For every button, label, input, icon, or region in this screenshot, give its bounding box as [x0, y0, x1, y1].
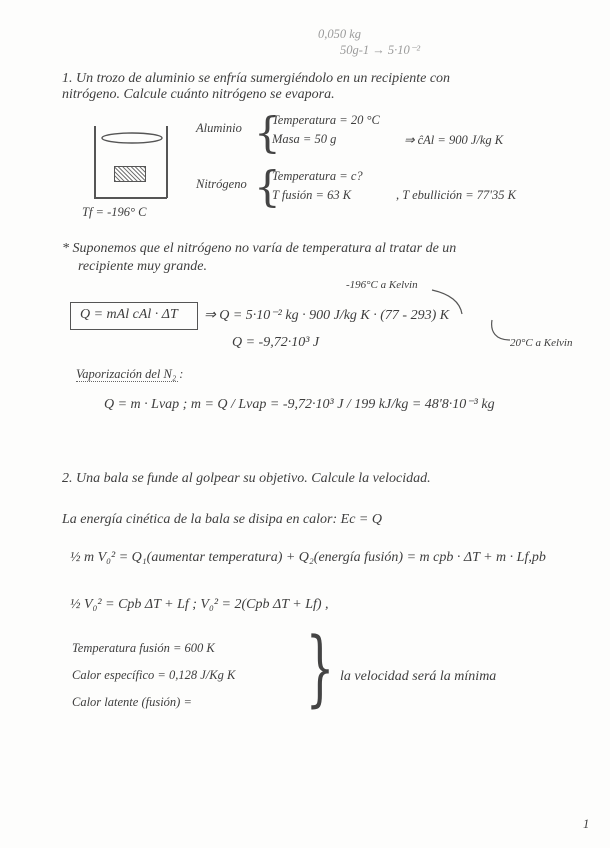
nitrogeno-temperature: Temperatura = c?: [272, 169, 363, 183]
final-temperature-label: Tf = -196° C: [82, 205, 147, 219]
nitrogeno-label: Nitrógeno: [196, 177, 247, 191]
nitrogeno-brace-icon: {: [254, 162, 281, 211]
header-scribble-mass: 0,050 kg: [318, 27, 362, 41]
problem1-statement-line2: nitrógeno. Calcule cuánto nitrógeno se evapora.: [62, 87, 335, 102]
heat-calc-line1: ⇒ Q = 5·10⁻² kg · 900 J/kg K · (77 - 293) K: [204, 308, 450, 323]
energy-equation-1: ½ m V₀² = Q₁(aumentar temperatura) + Q₂(energía fusión) = m cpb · ΔT + m · Lf,pb: [70, 550, 546, 565]
problem1-statement-line1: 1. Un trozo de aluminio se enfría sumergiéndolo en un recipiente con: [62, 71, 451, 86]
heat-calc-result: Q = -9,72·10³ J: [232, 335, 320, 350]
aluminium-block-icon: [114, 166, 146, 182]
energy-equation-2: ½ V₀² = Cpb ΔT + Lf ; V₀² = 2(Cpb ΔT + Lf) ,: [70, 597, 329, 612]
nitrogeno-fusion-temp: T fusión = 63 K: [272, 188, 352, 202]
nitrogeno-boiling-temp: , T ebullición = 77'35 K: [396, 188, 516, 202]
boxed-heat-formula: Q = mAl cAl · ΔT: [80, 307, 178, 322]
kinetic-energy-line: La energía cinética de la bala se disipa en calor: Ec = Q: [62, 512, 382, 527]
aluminio-brace-icon: {: [254, 108, 281, 157]
closing-brace-icon: {: [305, 621, 335, 716]
problem2-statement: 2. Una bala se funde al golpear su objetivo. Calcule la velocidad.: [62, 471, 431, 486]
liquid-surface-icon: [92, 128, 172, 148]
aluminio-label: Aluminio: [196, 121, 242, 135]
aluminio-temperature: Temperatura = 20 °C: [272, 113, 380, 127]
aluminio-specific-heat: ⇒ ĉAl = 900 J/kg K: [404, 133, 504, 147]
assumption-line2: recipiente muy grande.: [78, 259, 207, 274]
minimum-velocity-note: la velocidad será la mínima: [340, 669, 497, 684]
assumption-line1: * Suponemos que el nitrógeno no varía de temperatura al tratar de un: [62, 241, 457, 256]
vaporization-formula: Q = m · Lvap ; m = Q / Lvap = -9,72·10³ J / 199 kJ/kg = 48'8·10⁻³ kg: [104, 397, 495, 412]
arrow-to-293-icon: [488, 318, 518, 344]
latent-heat: Calor latente (fusión) =: [72, 695, 192, 709]
temperature-fusion: Temperatura fusión = 600 K: [72, 641, 215, 655]
header-scribble-conversion: 50g-1 → 5·10⁻²: [340, 43, 421, 57]
specific-heat: Calor específico = 0,128 J/Kg K: [72, 668, 236, 682]
kelvin-note-20: 20°C a Kelvin: [510, 337, 573, 349]
vaporization-label: Vaporización del N₂ :: [76, 367, 184, 381]
aluminio-mass: Masa = 50 g: [272, 132, 337, 146]
page-number: 1: [583, 817, 590, 831]
kelvin-note-minus196: -196°C a Kelvin: [346, 279, 418, 291]
